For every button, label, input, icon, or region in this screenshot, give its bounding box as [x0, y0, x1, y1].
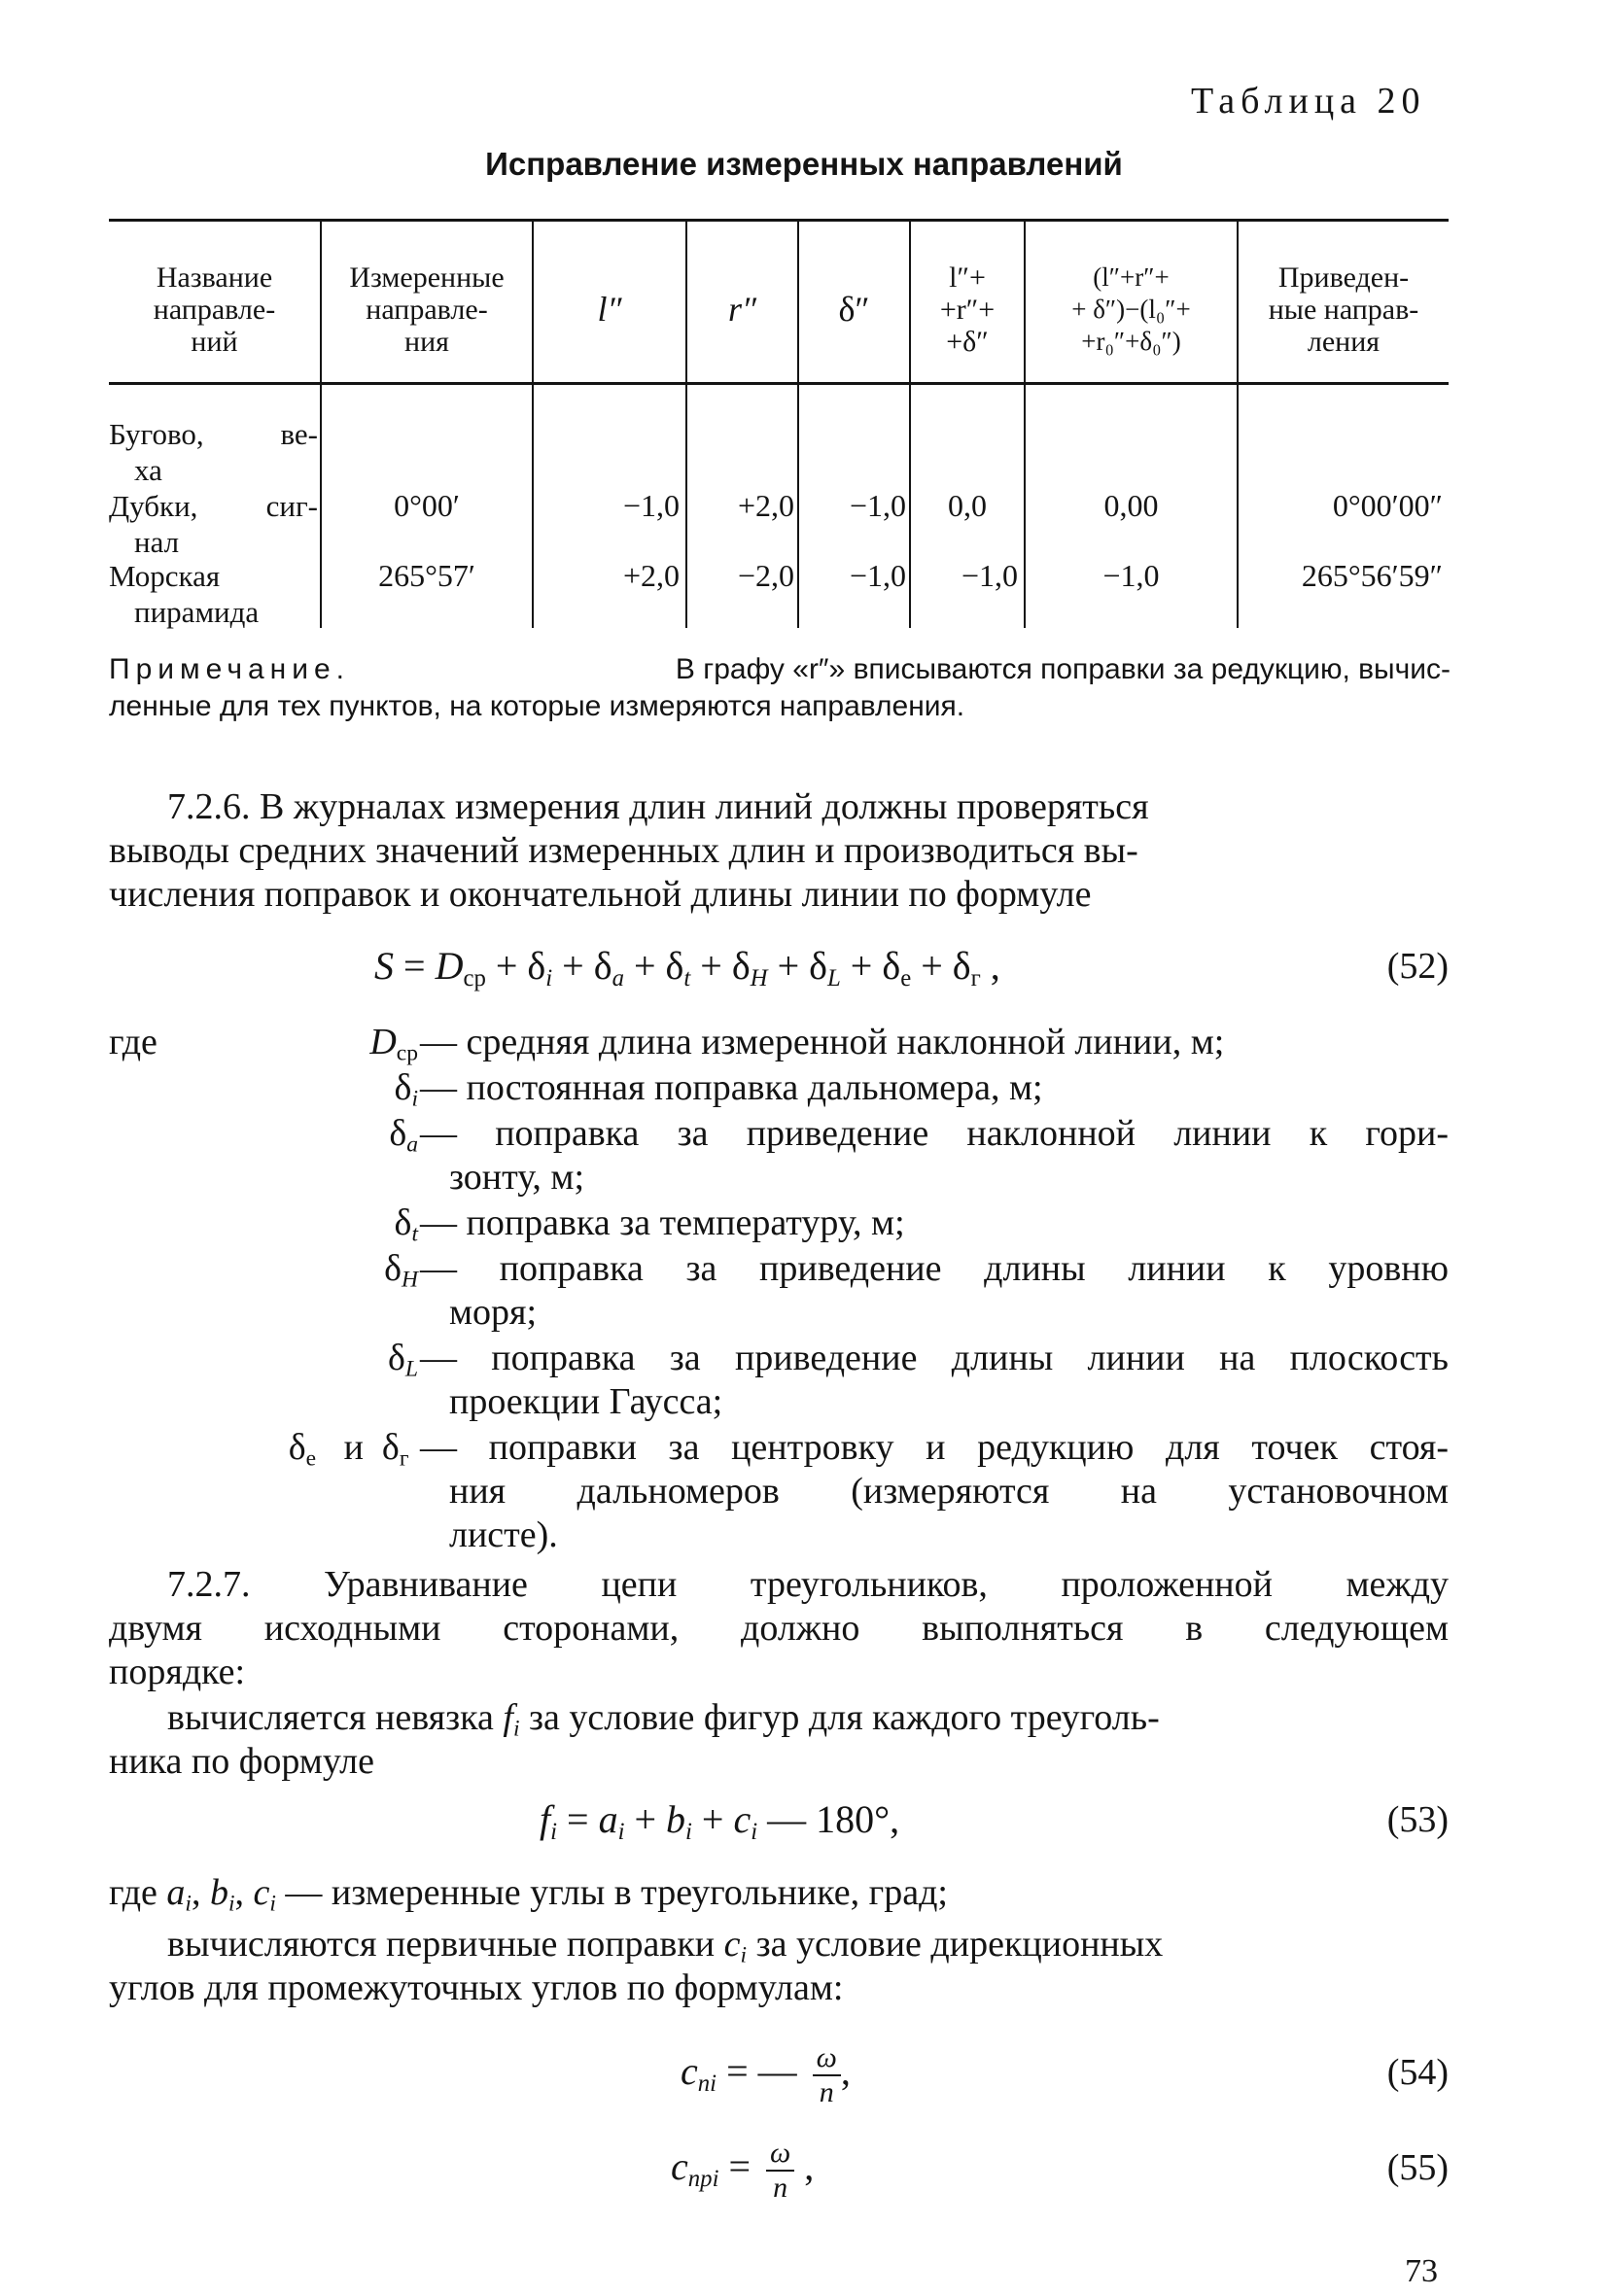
- equation-number: (52): [1386, 946, 1449, 987]
- term-desc: — средняя длина измеренной наклонной линии, м;: [420, 1022, 1225, 1062]
- term-desc: — поправка за температуру, м;: [420, 1202, 905, 1243]
- table-row-name: Бугово, ве- ха: [109, 417, 318, 487]
- formula-54: $c_{пi}$ = — $\frac{\omega}{n}$ ,: [681, 2041, 851, 2108]
- formula-53: $f_i = a_i + b_i + c_i$ — 180°,: [540, 1797, 900, 1845]
- table-cell-measured: 0°00′: [394, 488, 460, 523]
- term-desc: — поправка за приведение наклонной линии к гори- зонту, м;: [420, 1113, 1449, 1198]
- header-reduced: (l″+r″+ + δ″)−(l₀″+ +r₀″+δ₀″): [1071, 261, 1191, 356]
- table-cell-l: +2,0: [622, 558, 680, 593]
- term-desc: — поправка за приведение длины линии на плоскость проекции Гаусса;: [420, 1338, 1449, 1422]
- term-delta-l: $\delta_L$: [387, 1338, 418, 1382]
- term-delta-h: $\delta_H$: [384, 1248, 418, 1293]
- header-delta: δ″: [838, 289, 870, 329]
- table-row-name: Дубки, сиг- нал: [109, 489, 318, 559]
- table-cell-r: −2,0: [737, 558, 794, 593]
- table-cell-l: −1,0: [622, 488, 680, 523]
- table-note: Примечание. В графу «r″» вписываются поправки за редукцию, вычис- ленные для тех пунктов, на которые измеряются направления.: [109, 653, 1451, 722]
- formula-52: $S = D_{ср} + \delta_i + \delta_a + \delta_t + \delta_H + \delta_L + \delta_е + \delta_г$ ,: [374, 944, 1000, 991]
- where-angles: где $a_i$, $b_i$, $c_i$ — измеренные углы в треугольнике, град;: [109, 1872, 948, 1917]
- header-l: l″: [597, 289, 622, 329]
- header-measured: Измеренные направле- ния: [349, 261, 505, 358]
- page-number: 73: [1405, 2253, 1438, 2289]
- table-top-rule: [109, 219, 1449, 222]
- table-cell-sum: −1,0: [961, 558, 1018, 593]
- table-cell-measured: 265°57′: [378, 558, 475, 593]
- header-result: Приведен- ные направ- ления: [1268, 261, 1419, 358]
- equation-number: (54): [1386, 2052, 1449, 2093]
- term-delta-a: $\delta_a$: [389, 1113, 418, 1158]
- table-cell-r: +2,0: [737, 488, 794, 523]
- table-cell-reduced: −1,0: [1102, 558, 1160, 593]
- paragraph-7-2-7: 7.2.7. Уравнивание цепи треугольников, проложенной между двумя исходными сторонами, должно выполняться в следующем порядке:: [109, 1564, 1449, 1692]
- term-delta-t: $\delta_t$: [394, 1202, 418, 1247]
- table-cell-result: 265°56′59″: [1301, 558, 1443, 593]
- table-row-name: Морская пирамида: [109, 559, 260, 629]
- term-delta-e-g: $\delta_е$ и $\delta_г$: [288, 1427, 409, 1472]
- header-sum: l″+ +r″+ +δ″: [939, 261, 996, 358]
- formula-55: $c_{прi}$ = $\frac{\omega}{n}$ ,: [671, 2137, 815, 2204]
- term-d-cp: $D_{ср}$: [369, 1022, 418, 1066]
- table-cell-sum: 0,0: [948, 488, 987, 523]
- paragraph-misclosure: вычисляется невязка $f_i$ за условие фигур для каждого треуголь- ника по формуле: [109, 1697, 1160, 1782]
- equation-number: (53): [1386, 1799, 1449, 1840]
- paragraph-7-2-6: 7.2.6. В журналах измерения длин линий должны проверяться выводы средних значений измеренных длин и производиться вы- числения поправок и окончательной длины линии по формуле: [109, 786, 1149, 915]
- header-name: Название направле- ний: [153, 261, 276, 358]
- table-cell-result: 0°00′00″: [1332, 488, 1443, 523]
- paragraph-primary-corrections: вычисляются первичные поправки $c_i$ за условие дирекционных углов для промежуточных углов по формулам:: [109, 1924, 1164, 2008]
- term-delta-i: $\delta_i$: [394, 1067, 418, 1112]
- table-number: Таблица 20: [1191, 81, 1426, 122]
- table-cell-delta: −1,0: [849, 488, 906, 523]
- table-header-rule: [109, 382, 1449, 385]
- header-r: r″: [727, 289, 756, 329]
- equation-number: (55): [1386, 2147, 1449, 2188]
- table-cell-delta: −1,0: [849, 558, 906, 593]
- term-desc: — поправки за центровку и редукцию для точек стоя- ния дальномеров (измеряются на установочном листе).: [420, 1427, 1449, 1555]
- table-cell-reduced: 0,00: [1103, 488, 1159, 523]
- term-desc: — постоянная поправка дальномера, м;: [420, 1067, 1043, 1108]
- where-label: где: [109, 1022, 157, 1062]
- table-caption: Исправление измеренных направлений: [485, 146, 1123, 182]
- term-desc: — поправка за приведение длины линии к уровню моря;: [420, 1248, 1449, 1333]
